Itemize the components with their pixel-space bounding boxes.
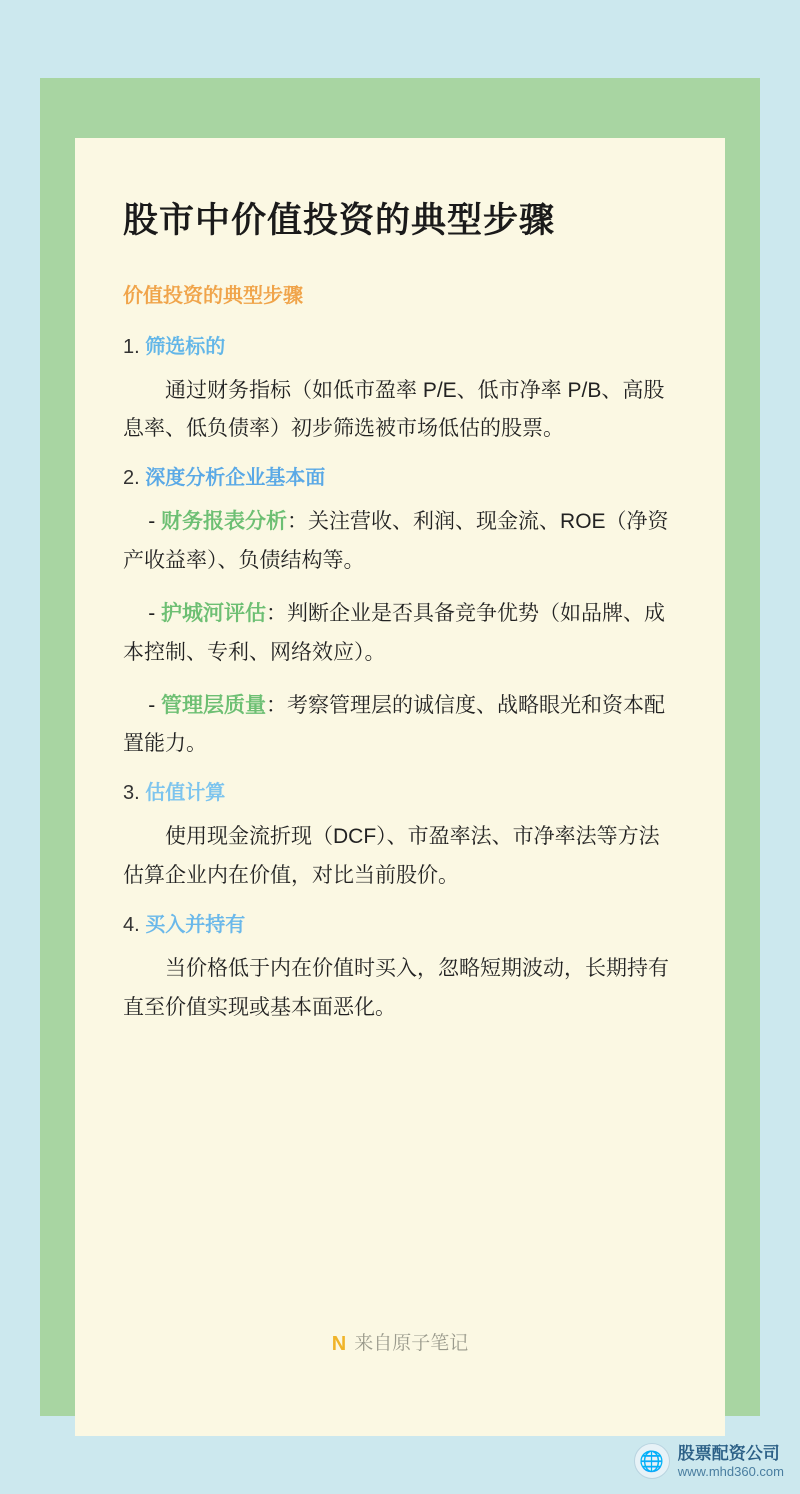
step-header — [123, 463, 677, 493]
step-header — [123, 910, 677, 940]
green-card — [40, 78, 760, 1416]
step-paragraph: 当价格低于内在价值时买入，忽略短期波动，长期持有直至价值实现或基本面恶化。 — [123, 956, 669, 1019]
step-item — [123, 778, 677, 896]
notes-app-logo-icon: N — [331, 1333, 347, 1355]
step-label: 估值计算 — [145, 782, 226, 805]
step-number: 3. — [123, 782, 140, 805]
step-item — [123, 332, 677, 450]
watermark-text — [678, 1443, 784, 1481]
step-subitem — [123, 687, 677, 765]
globe-icon: 🌐 — [634, 1443, 670, 1479]
subitem-dash: - — [148, 693, 156, 717]
step-header — [123, 778, 677, 808]
subitem-label: 管理层质量 — [161, 693, 267, 717]
subitem-dash: - — [148, 601, 156, 625]
step-label: 买入并持有 — [145, 913, 246, 936]
subitem-label: 财务报表分析 — [161, 510, 288, 534]
step-label: 筛选标的 — [145, 335, 226, 358]
watermark — [634, 1443, 784, 1481]
note-footer-text: 来自原子笔记 — [354, 1333, 469, 1354]
subitem-label: 护城河评估 — [161, 601, 267, 625]
section-heading: 价值投资的典型步骤 — [123, 284, 303, 307]
step-number: 1. — [123, 335, 140, 358]
watermark-url: www.mhd360.com — [677, 1463, 784, 1479]
subitem-text: ：关注营收、利润、现金流、ROE（净资产收益率）、负债结构等。 — [123, 510, 669, 573]
step-subitem — [123, 595, 677, 673]
step-number: 4. — [123, 913, 140, 936]
subitem-text: ：考察管理层的诚信度、战略眼光和资本配置能力。 — [123, 693, 666, 756]
step-number: 2. — [123, 467, 140, 490]
note-footer — [75, 1328, 725, 1356]
step-item — [123, 463, 677, 764]
step-header — [123, 332, 677, 362]
watermark-title: 股票配资公司 — [677, 1443, 780, 1463]
note-card — [75, 138, 725, 1436]
page-title: 股市中价值投资的典型步骤 — [123, 201, 556, 240]
subitem-dash: - — [148, 510, 156, 534]
subitem-text: ：判断企业是否具备竞争优势（如品牌、成本控制、专利、网络效应）。 — [123, 601, 666, 664]
step-paragraph: 使用现金流折现（DCF）、市盈率法、市净率法等方法估算企业内在价值，对比当前股价。 — [123, 825, 660, 888]
step-subitem — [123, 503, 677, 581]
step-paragraph: 通过财务指标（如低市盈率 P/E、低市净率 P/B、高股息率、低负债率）初步筛选被市场低估的股票。 — [123, 378, 665, 441]
step-label: 深度分析企业基本面 — [145, 467, 326, 490]
step-item — [123, 910, 677, 1028]
